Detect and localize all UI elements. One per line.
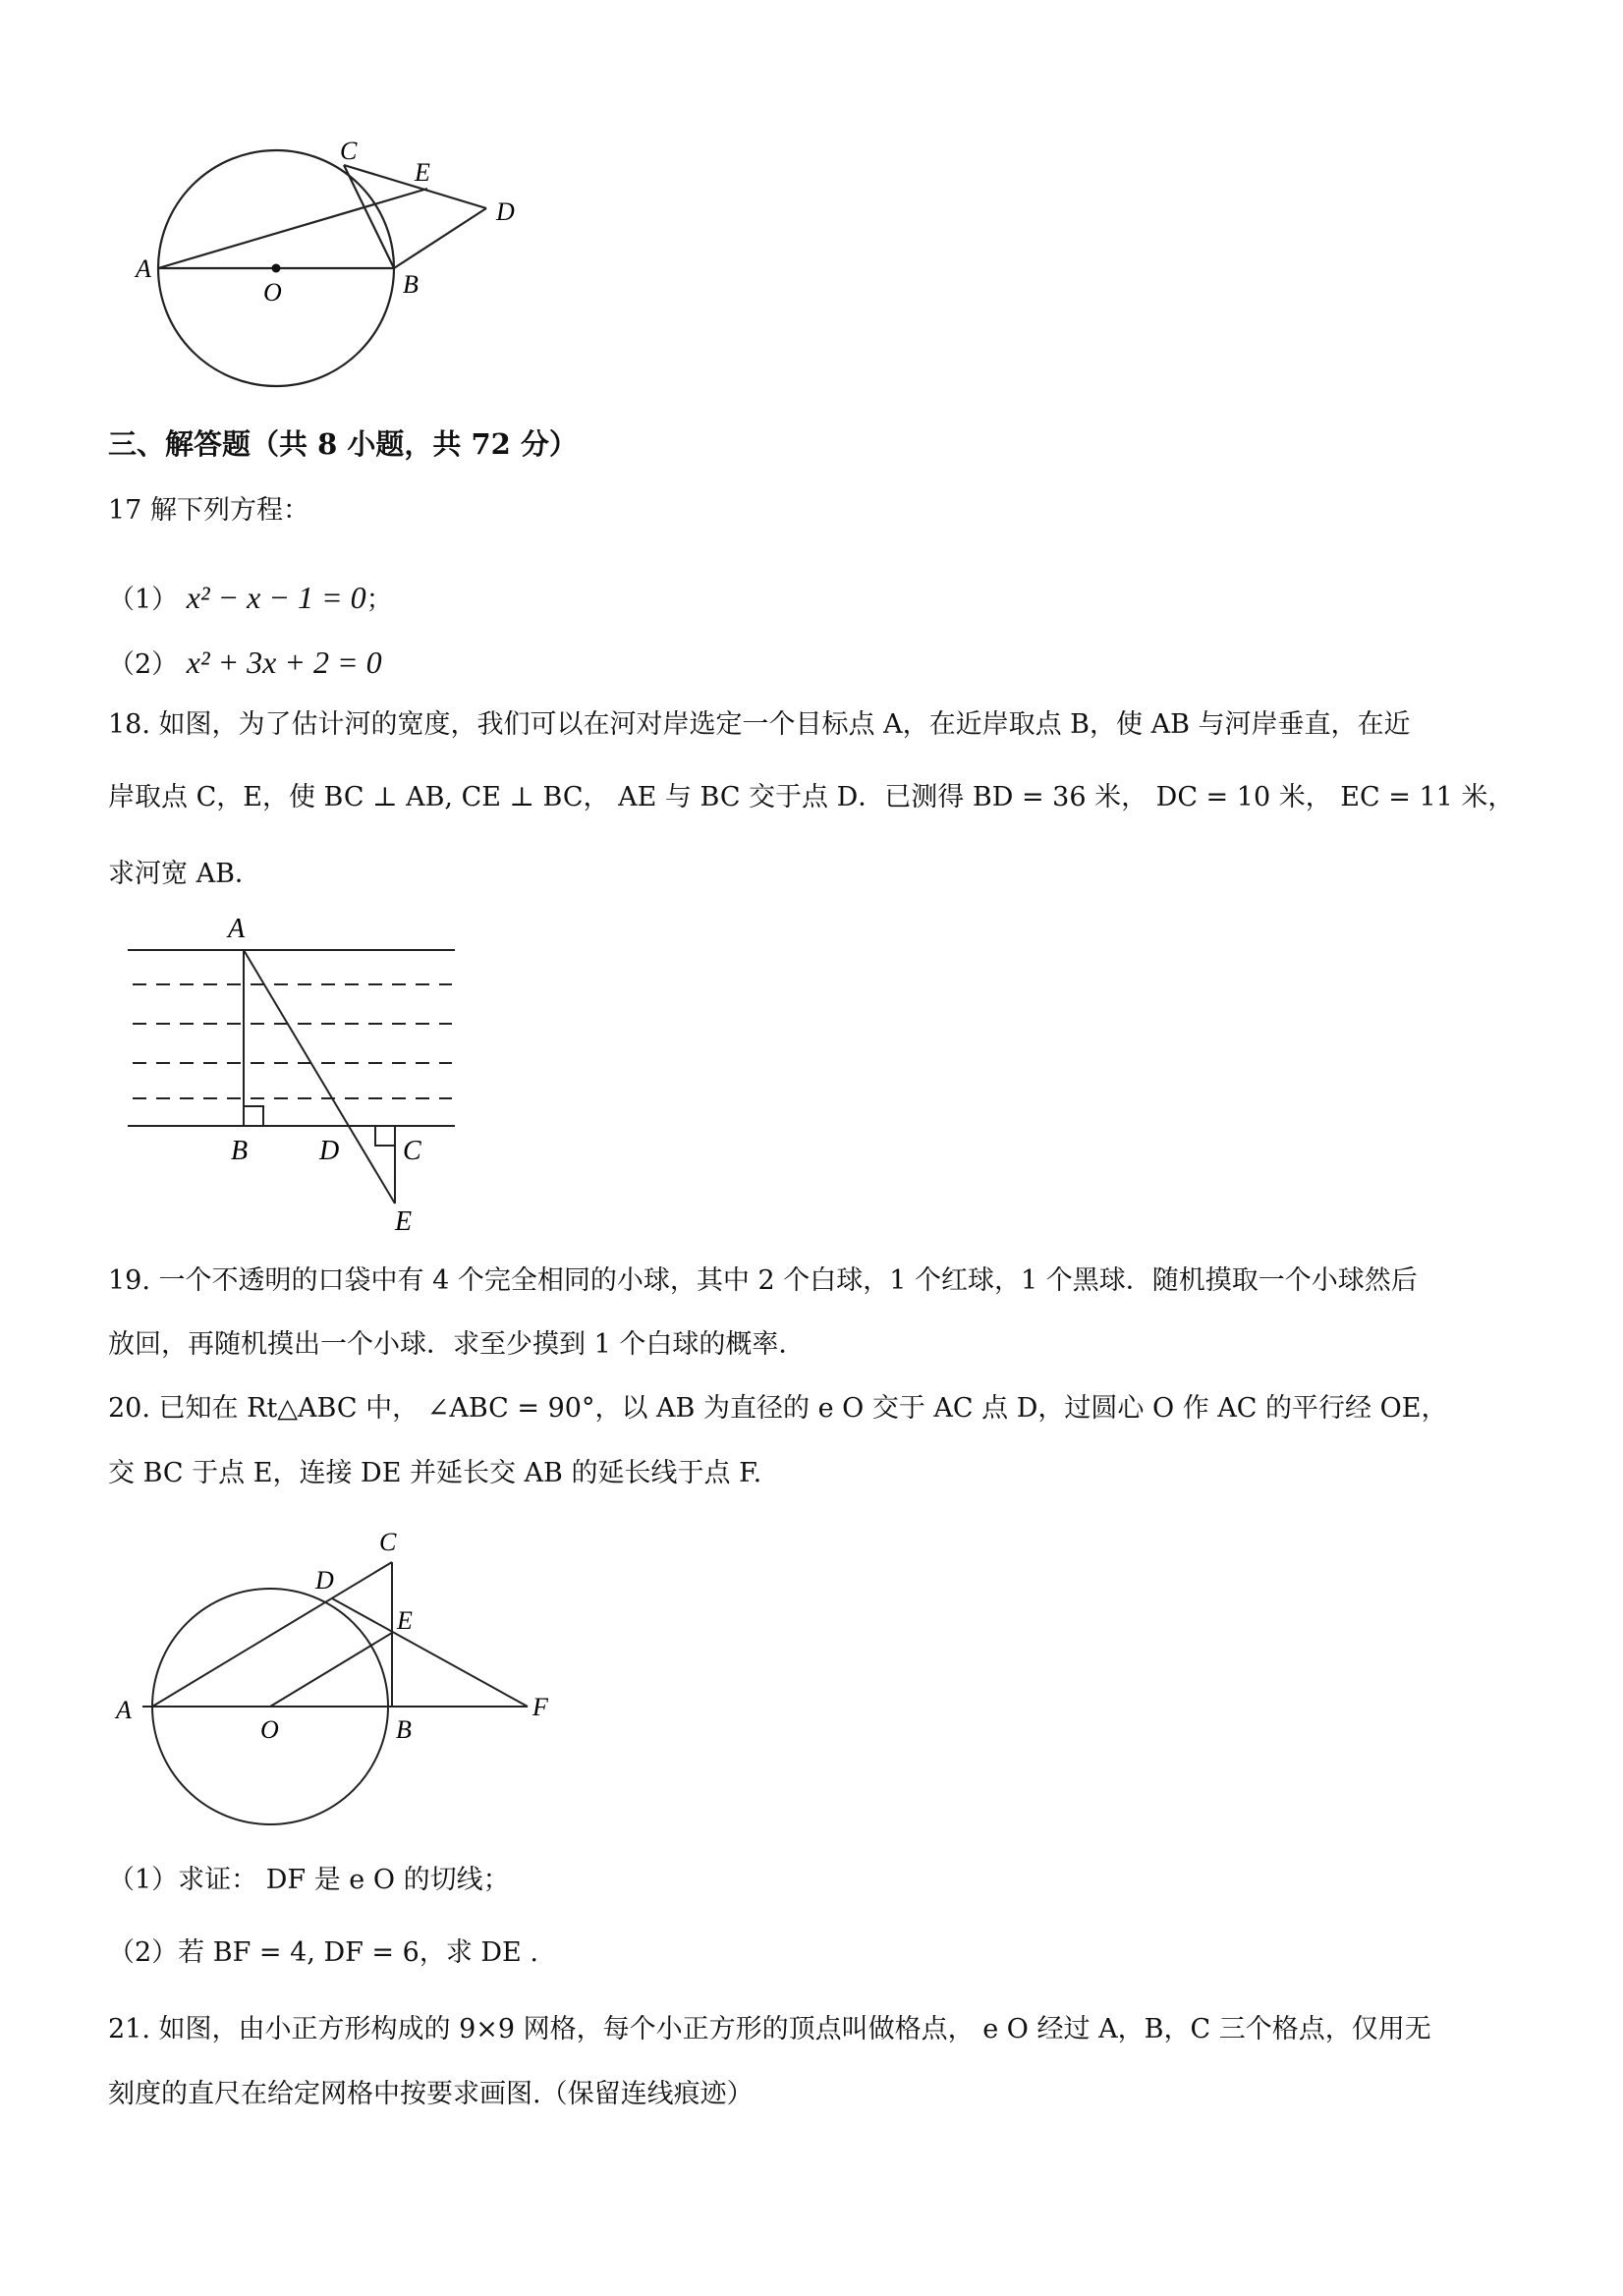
fig3-label-E: E — [397, 1606, 413, 1635]
q19-line1: 19. 一个不透明的口袋中有 4 个完全相同的小球，其中 2 个白球，1 个红球，1 个黑球．随机摸取一个小球然后 — [108, 1265, 1418, 1296]
section-heading: 三、解答题（共 8 小题，共 72 分） — [108, 427, 578, 461]
q17-part2-tag: （2） — [108, 649, 179, 680]
fig1-label-E: E — [415, 158, 430, 187]
q17-part2 — [108, 646, 382, 678]
fig1-label-B: B — [403, 270, 419, 299]
fig1-label-A: A — [136, 254, 151, 283]
q20-part1: （1）求证： DF 是 e O 的切线； — [108, 1865, 510, 1895]
q20-line2: 交 BC 于点 E，连接 DE 并延长交 AB 的延长线于点 F. — [108, 1458, 762, 1488]
fig2-label-D: D — [319, 1136, 340, 1166]
q17-part1 — [108, 582, 393, 613]
q17-part1-tag: （1） — [108, 585, 179, 615]
q18-line2: 岸取点 C，E，使 BC ⊥ AB, CE ⊥ BC， AE 与 BC 交于点 D．已测得 BD = 36 米， DC = 10 米， EC = 11 米， — [108, 782, 1515, 812]
fig1-label-O: O — [263, 278, 282, 307]
q19-line2: 放回，再随机摸出一个小球．求至少摸到 1 个白球的概率． — [108, 1329, 806, 1360]
figure-circle-tangent — [118, 138, 550, 393]
q17-part1-equation: x² − x − 1 = 0 — [186, 580, 366, 615]
fig3-label-A: A — [116, 1696, 132, 1724]
q20-line1: 20. 已知在 Rt△ABC 中， ∠ABC = 90°，以 AB 为直径的 e O 交于 AC 点 D，过圆心 O 作 AC 的平行经 OE， — [108, 1393, 1448, 1424]
fig3-label-O: O — [260, 1715, 279, 1744]
fig1-label-C: C — [340, 138, 358, 165]
fig3-label-B: B — [396, 1715, 412, 1744]
q17-part2-equation: x² + 3x + 2 = 0 — [186, 644, 382, 680]
fig1-label-D: D — [496, 197, 515, 226]
fig3-label-D: D — [315, 1566, 334, 1595]
q18-line1: 18. 如图，为了估计河的宽度，我们可以在河对岸选定一个目标点 A，在近岸取点 B，使 AB 与河岸垂直，在近 — [108, 709, 1411, 740]
fig2-label-E: E — [395, 1206, 413, 1237]
q21-line2: 刻度的直尺在给定网格中按要求画图.（保留连线痕迹） — [108, 2079, 754, 2109]
q21-line1: 21. 如图，由小正方形构成的 9×9 网格，每个小正方形的顶点叫做格点， e O 经过 A，B，C 三个格点，仅用无 — [108, 2014, 1431, 2044]
figure-tangent-line — [108, 1518, 570, 1842]
figure-river — [118, 904, 472, 1238]
q18-line3: 求河宽 AB． — [108, 859, 261, 889]
fig3-label-C: C — [379, 1528, 397, 1556]
q17-title: 17 解下列方程： — [108, 495, 309, 526]
fig3-label-F: F — [532, 1693, 548, 1721]
q20-part2: （2）若 BF = 4, DF = 6，求 DE . — [108, 1937, 538, 1968]
fig2-label-C: C — [403, 1136, 421, 1166]
fig2-label-B: B — [231, 1136, 249, 1166]
fig2-label-A: A — [228, 914, 246, 944]
q17-part1-end: ； — [365, 585, 393, 615]
